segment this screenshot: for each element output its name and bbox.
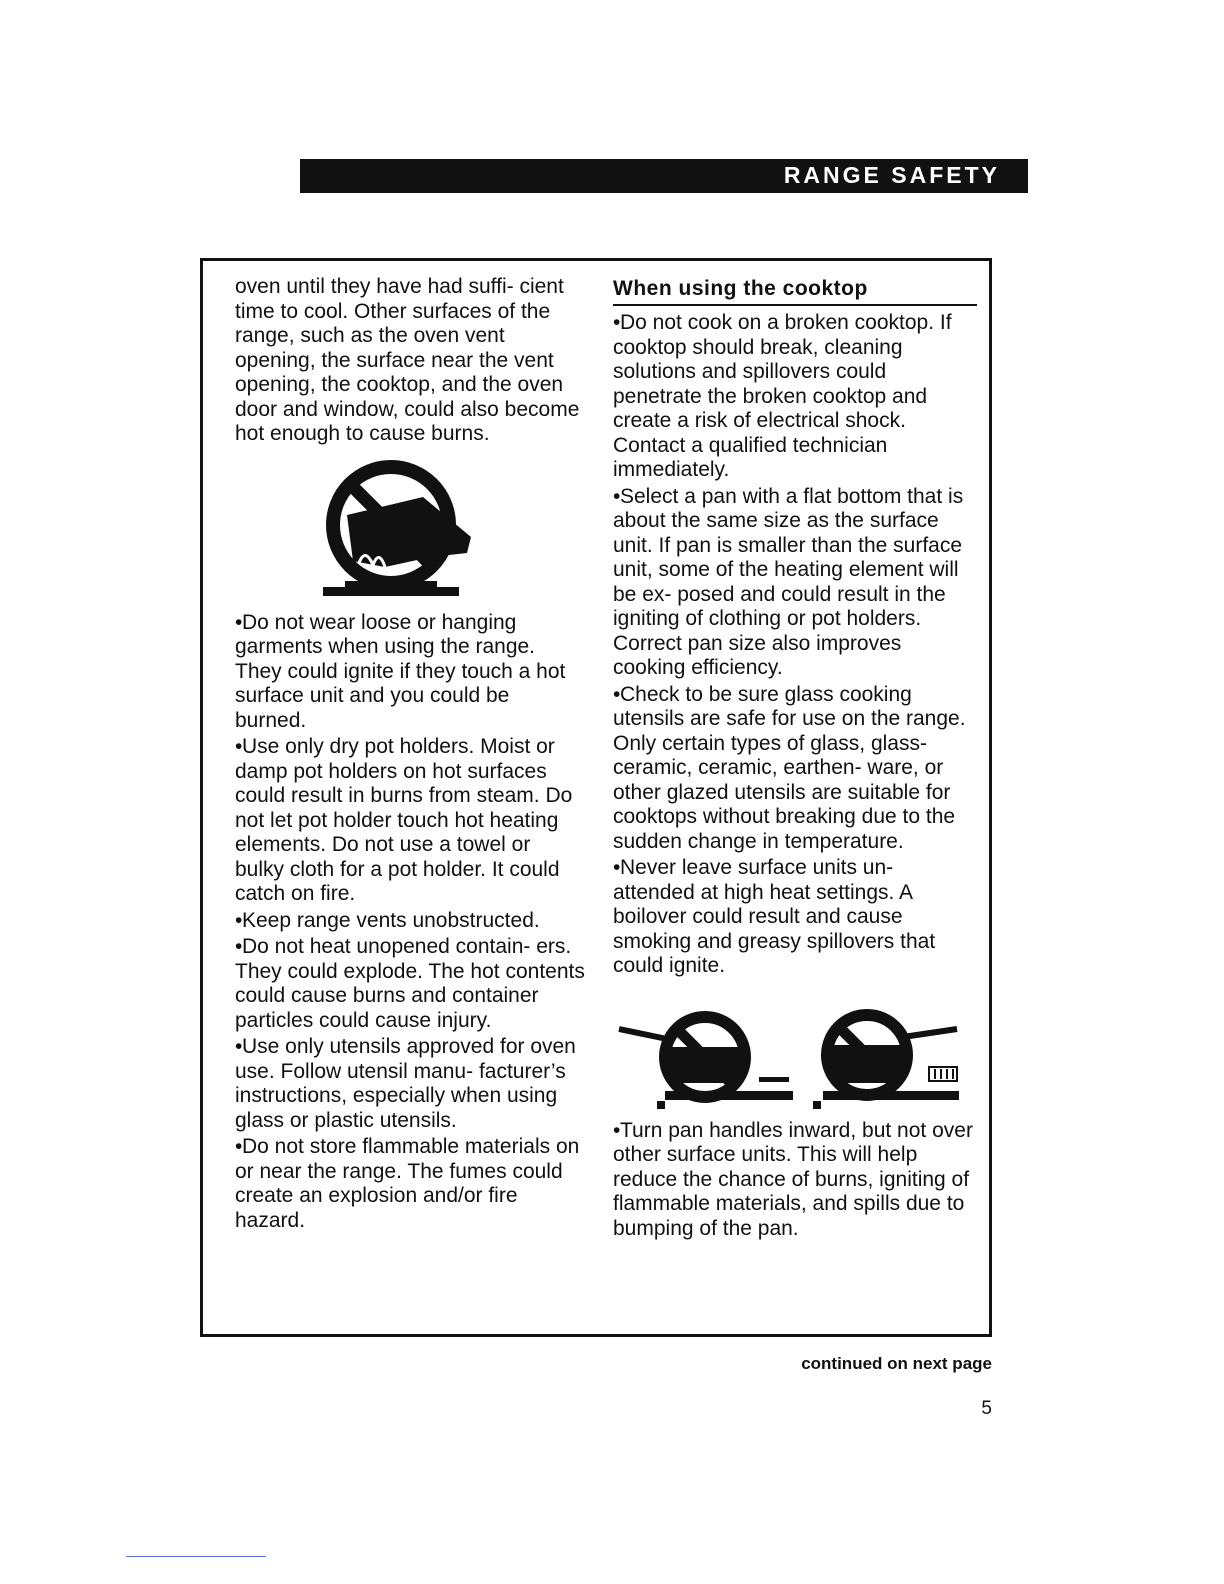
- no-loose-clothing-figure: [235, 457, 585, 607]
- list-item: •Keep range vents unobstructed.: [235, 908, 540, 932]
- section-title: RANGE SAFETY: [783, 162, 1000, 188]
- section-heading: When using the cooktop: [613, 277, 977, 306]
- continued-note: continued on next page: [801, 1354, 992, 1373]
- no-pan-handle-outward-icon: [619, 1017, 793, 1109]
- intro-paragraph: oven until they have had suffi- cient time to cool. Other surfaces of the range, such as the oven vent opening, the surface near the vent opening, the cooktop, and the oven door and window, could also become hot enough to cause burns.: [235, 275, 580, 445]
- section-header-bar: [300, 159, 1028, 193]
- no-pan-over-unit-icon: [813, 1015, 959, 1109]
- list-item: •Do not store flammable materials on or near the range. The fumes could create an explosion and/or fire hazard.: [235, 1135, 580, 1232]
- left-column: [235, 275, 585, 1235]
- list-item: •Do not wear loose or hanging garments when using the range. They could ignite if they touch a hot surface unit and you could be burned.: [235, 610, 566, 732]
- footer-rule: [126, 1556, 266, 1557]
- list-item: •Check to be sure glass cooking utensils are safe for use on the range. Only certain types of glass, glass-ceramic, ceramic, earthen- ware, or other glazed utensils are suitable for cooktops without breaking due to the sudden change in temperature.: [613, 682, 966, 853]
- page-number: 5: [981, 1398, 992, 1419]
- list-item: •Use only dry pot holders. Moist or damp pot holders on hot surfaces could result in burns from steam. Do not let pot holder touch hot heating elements. Do not use a towel or bulky cloth for a pot holder. It could catch on fire.: [235, 735, 573, 905]
- right-column: [613, 275, 977, 1243]
- list-item: •Turn pan handles inward, but not over other surface units. This will help reduce the chance of burns, igniting of flammable materials, and spills due to bumping of the pan.: [613, 1118, 973, 1240]
- list-item: •Never leave surface units un- attended at high heat settings. A boilover could result and cause smoking and greasy spillovers that could ignite.: [613, 856, 936, 977]
- pan-handle-figure: [613, 995, 977, 1113]
- no-loose-clothing-warning-icon: [235, 457, 585, 607]
- list-item: •Use only utensils approved for oven use. Follow utensil manu- facturer’s instructions, especially when using glass or plastic utensils.: [235, 1035, 576, 1132]
- content-box: [200, 258, 992, 1337]
- list-item: •Select a pan with a flat bottom that is about the same size as the surface unit. If pan is smaller than the surface unit, some of the heating element will be ex- posed and could result in the igniting of clothing or pot holders. Correct pan size also improves cooking efficiency.: [613, 484, 964, 679]
- list-item: •Do not heat unopened contain- ers. They could explode. The hot contents could cause burns and container particles could cause injury.: [235, 935, 585, 1032]
- list-item: •Do not cook on a broken cooktop. If cooktop should break, cleaning solutions and spillovers could penetrate the broken cooktop and create a risk of electrical shock. Contact a qualified technician immediately.: [613, 311, 952, 481]
